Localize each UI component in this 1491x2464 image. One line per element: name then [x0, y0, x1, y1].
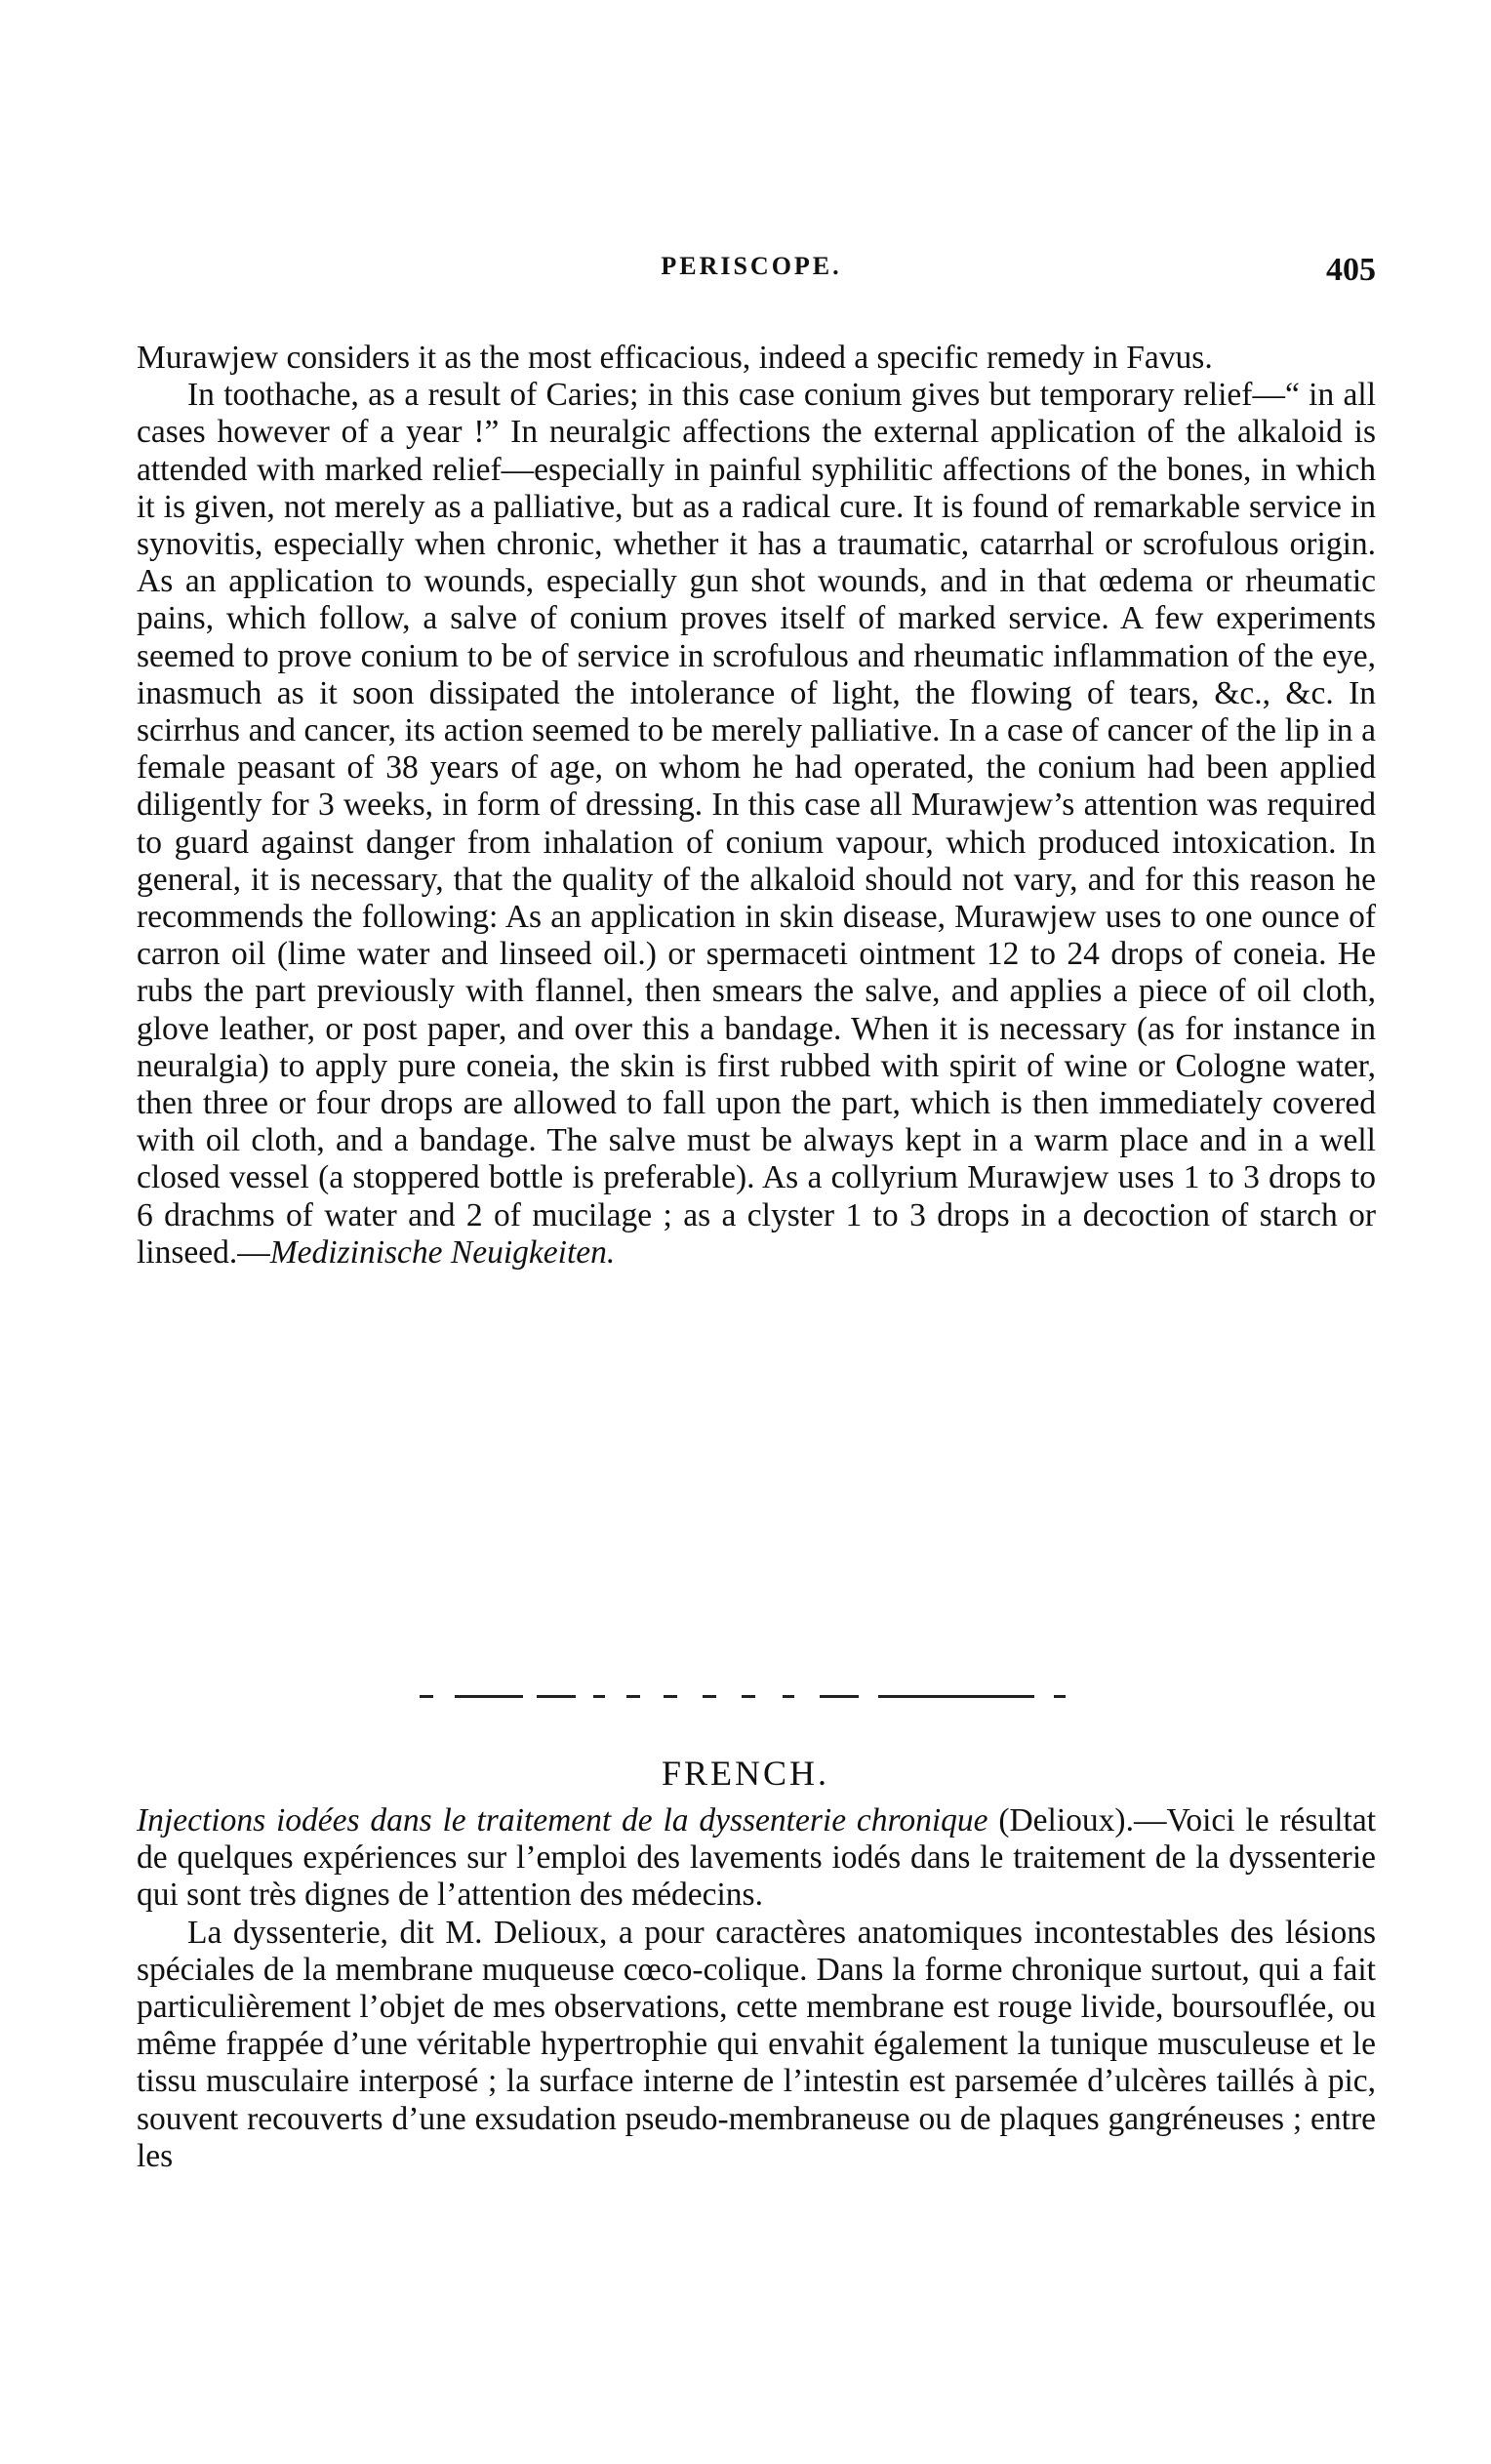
section-heading-french: FRENCH.: [661, 1754, 830, 1793]
paragraph-favus: Murawjew considers it as the most efficacious, indeed a specific remedy in Favus.: [137, 340, 1213, 376]
paragraph-toothache: [137, 377, 1376, 1272]
french-article-paragraph-2: La dyssenterie, dit M. Delioux, a pour caractères anatomiques incontestables des lésions spéciales de la membrane muqueuse cœco-colique. Dans la forme chronique surtout, qui a fait particulièrement l’objet de mes observations, cette membrane est rouge livide, boursouflée, ou même frappée d’une véritable hypertrophie qui envahit également la tunique musculeuse et le tissu musculaire interposé ; la surface interne de l’intestin est parsemée d’ulcères taillés à pic, souvent recouverts d’une exsudation pseudo-membraneuse ou de plaques gangréneuses ; entre les: [137, 1914, 1376, 2174]
page-number: 405: [1326, 252, 1376, 288]
running-title: PERISCOPE.: [661, 252, 842, 280]
french-article: [137, 1802, 1376, 2175]
running-head: [127, 252, 1376, 301]
french-article-title: Injections iodées dans le traitement de la dyssenterie chronique: [137, 1802, 988, 1838]
french-article-intro: [137, 1802, 1376, 1915]
french-article-lead: (Delioux).—Voici le résultat de quelques expériences sur l’emploi des lavements iodés dans le traitement de la dyssenterie qui sont très dignes de l’attention des médecins.: [137, 1802, 1377, 1914]
paragraph-toothache-text: In toothache, as a result of Caries; in this case conium gives but temporary relief—“ in all cases however of a year !” In neuralgic affections the external application of the alkaloid is attended with marked relief—especially in painful syphilitic affections of the bones, in which it is given, not merely as a palliative, but as a radical cure. It is found of remarkable service in synovitis, especially when chronic, whether it has a traumatic, catarrhal or scrofulous origin. As an application to wounds, especially gun shot wounds, and in that œdema or rheumatic pains, which follow, a salve of conium proves itself of marked service. A few experiments seemed to prove conium to be of service in scrofulous and rheumatic inflammation of the eye, inasmuch as it soon dissipated the intolerance of light, the flowing of tears, &c., &c. In scirrhus and cancer, its action seemed to be merely palliative. In a case of cancer of the lip in a female peasant of 38 years of age, on whom he had operated, the conium had been applied diligently for 3 weeks, in form of dressing. In this case all Murawjew’s attention was required to guard against danger from inhalation of conium vapour, which produced intoxication. In general, it is necessary, that the quality of the alkaloid should not vary, and for this reason he recommends the following: As an application in skin disease, Murawjew uses to one ounce of carron oil (lime water and linseed oil.) or spermaceti ointment 12 to 24 drops of coneia. He rubs the part previously with flannel, then smears the salve, and applies a piece of oil cloth, glove leather, or post paper, and over this a bandage. When it is necessary (as for instance in neuralgia) to apply pure coneia, the skin is first rubbed with spirit of wine or Cologne water, then three or four drops are allowed to fall upon the part, which is then immediately covered with oil cloth, and a bandage. The salve must be always kept in a warm place and in a well closed vessel (a stoppered bottle is preferable). As a collyrium Murawjew uses 1 to 3 drops to 6 drachms of water and 2 of mucilage ; as a clyster 1 to 3 drops in a decoction of starch or linseed.—: [137, 377, 1376, 1271]
source-citation: Medizinische Neuigkeiten.: [269, 1233, 616, 1271]
section-divider-rule: [420, 1691, 1220, 1701]
article-continuation: [137, 340, 1376, 1272]
